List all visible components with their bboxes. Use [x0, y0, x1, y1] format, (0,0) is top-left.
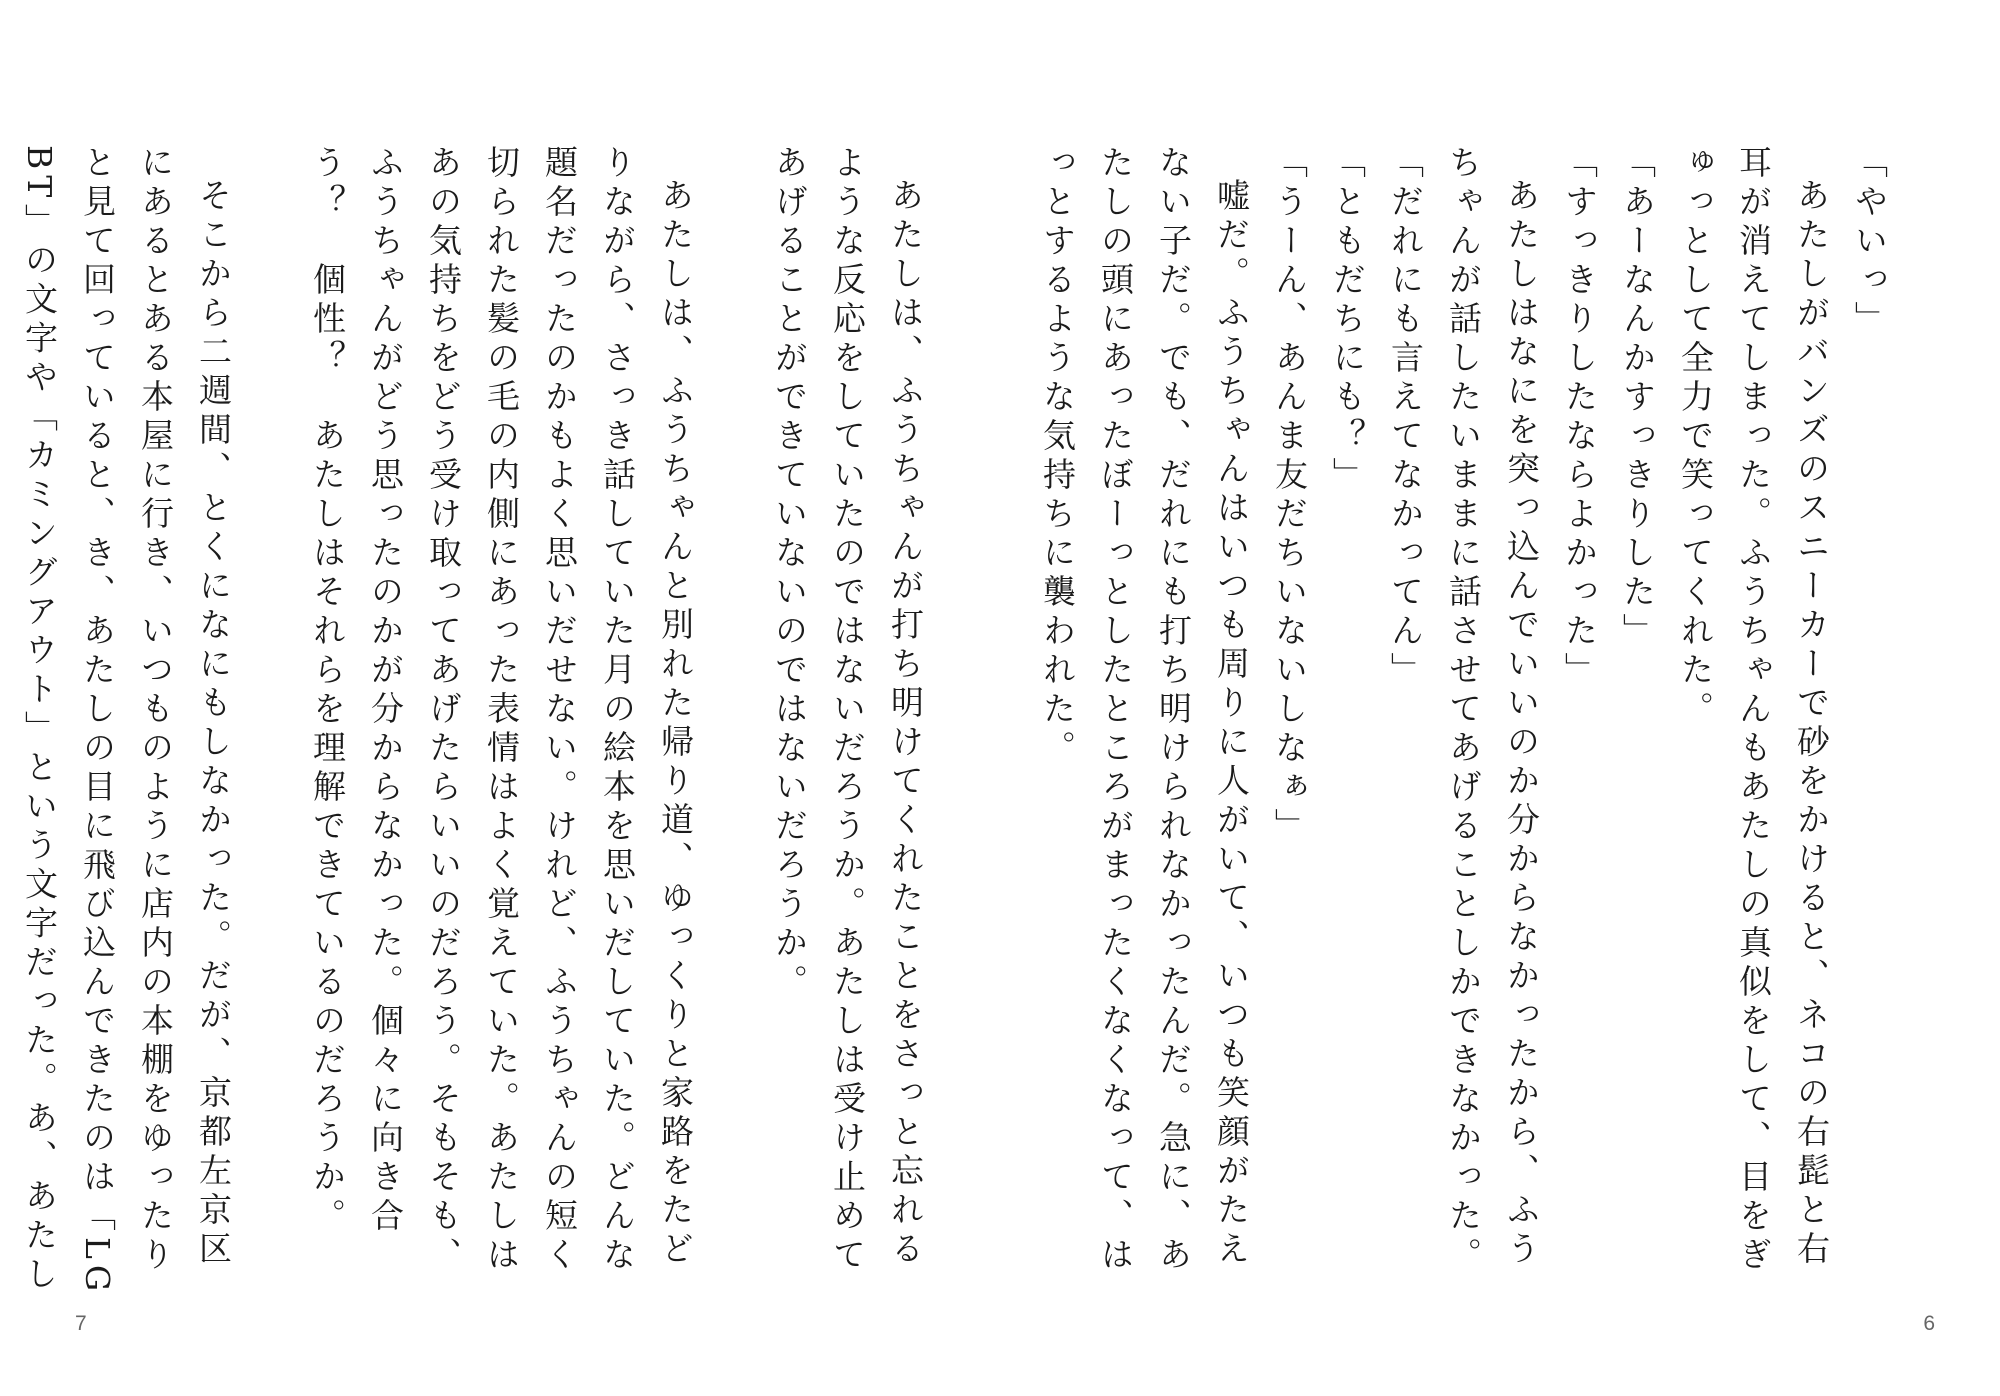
text-line: 「やいっ」 [1850, 145, 1889, 340]
left-page-text [0, 145, 934, 1305]
page-number: 7 [75, 1312, 87, 1335]
text-line: 「すっきりしたならよかった」 [1560, 145, 1599, 691]
text-line: あたしがバンズのスニーカーで砂をかけると、ネコの右髭と右耳が消えてしまった。ふうちゃんもあたしの真似をして、目をぎゅっとして全力で笑ってくれた。 [1676, 145, 1831, 1276]
paragraph: そこから二週間、とくになにもしなかった。だが、京都左京区にあるとある本屋に行き、いつものように店内の本棚をゆったりと見て回っていると、き、あたしの目に飛び込んできたのは「LGBT」の文字や「カミングアウト」という文字だった。あ、あたし [20, 145, 233, 1298]
paragraph-gap [704, 145, 760, 1305]
paragraph: あたしは、ふうちゃんが打ち明けてくれたことをさっと忘れるような反応をしていたのではないだろうか。あたしは受け止めてあげることができていないのではないだろうか。 [770, 145, 925, 1276]
paragraph-gap [242, 145, 298, 1305]
text-line: 「うーん、あんま友だちいないしなぁ」 [1270, 145, 1309, 847]
paragraph: あたしは、ふうちゃんと別れた帰り道、ゆっくりと家路をたどりながら、さっき話していた月の絵本を思いだしていた。どんな題名だったのかもよく思いだせない。けれど、ふうちゃんの短く切られた髪の毛の内側にあった表情はよく覚えていた。あたしはあの気持ちをどう受け取ってあげたらいいのだろう。そもそも、ふうちゃんがどう思ったのかが分からなかった。個々に向き合う？ 個性？ あたしはそれらを理解できているのだろうか。 [308, 145, 695, 1276]
text-line: 「ともだちにも？」 [1328, 145, 1367, 496]
text-line: あたしはなにを突っ込んでいいのか分からなかったから、ふうちゃんが話したいままに話させてあげることしかできなかった。 [1444, 145, 1541, 1276]
page-number: 6 [1923, 1312, 1935, 1335]
page-right [1000, 0, 2000, 1396]
right-page-text [1028, 145, 1898, 1305]
text-line: 「あーなんかすっきりした」 [1618, 145, 1657, 652]
text-line: 嘘だ。ふうちゃんはいつも周りに人がいて、いつも笑顔がたえない子だ。でも、だれにも打ち明けられなかったんだ。急に、あたしの頭にあったぼーっとしたところがまったくなくなって、はっとするような気持ちに襲われた。 [1038, 145, 1251, 1276]
text-line: 「だれにも言えてなかってん」 [1386, 145, 1425, 691]
